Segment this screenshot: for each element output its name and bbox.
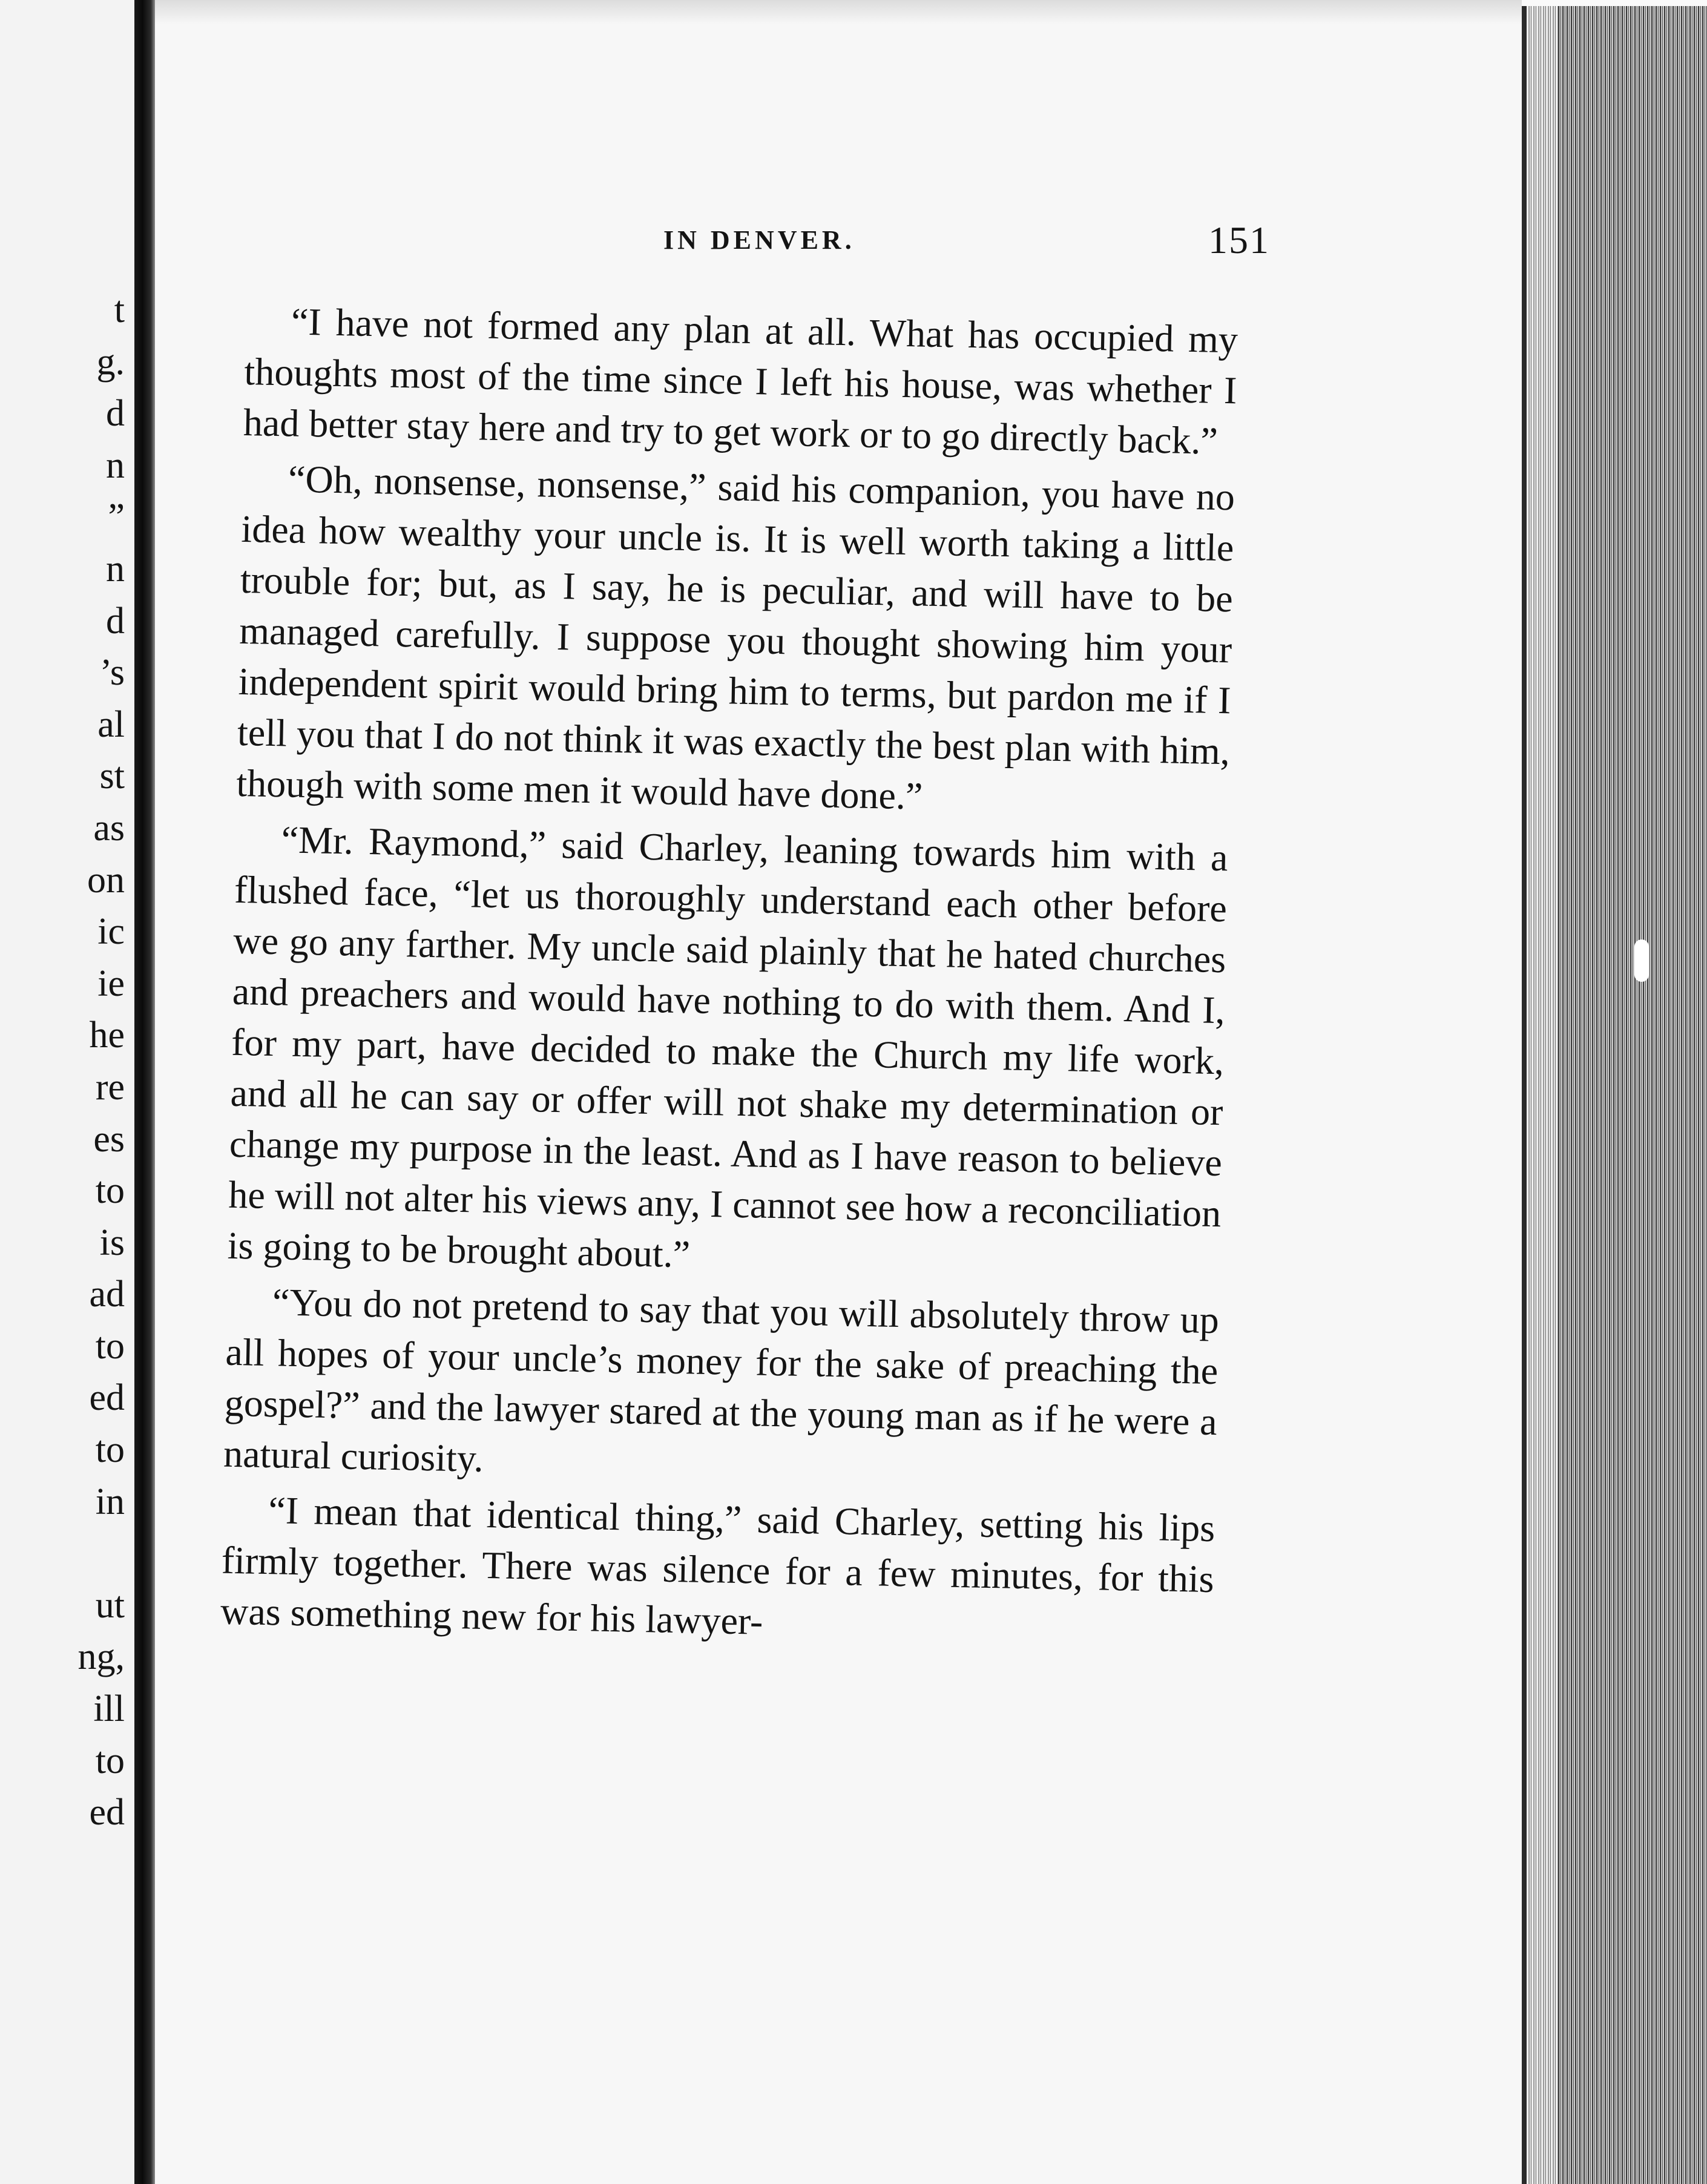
page-151	[155, 0, 1522, 2184]
margin-fragment: ad	[89, 1274, 125, 1315]
margin-fragment: ic	[97, 911, 125, 953]
margin-fragment: he	[89, 1015, 125, 1056]
page-edge-shadow	[1522, 6, 1527, 2184]
margin-fragment: on	[87, 859, 125, 901]
running-head	[155, 219, 1522, 261]
margin-fragment: ed	[89, 1377, 125, 1419]
margin-fragment: d	[106, 600, 125, 642]
margin-fragment: ed	[89, 1792, 125, 1834]
running-title: IN DENVER.	[663, 225, 855, 255]
paragraph: “I have not formed any plan at all. What has occupied my thoughts most of the time since I left his house, was whether I had better stay here and try to get work or to go directly back.”	[243, 300, 1238, 462]
margin-fragment: ie	[97, 962, 125, 1004]
margin-fragment: ”	[108, 496, 125, 538]
margin-fragment: n	[106, 548, 125, 590]
page-edges-block	[1522, 6, 1707, 2184]
margin-fragment: ill	[93, 1688, 125, 1730]
page-edges-inner	[1558, 6, 1707, 2184]
margin-fragment: to	[95, 1740, 125, 1781]
book-gutter-shadow	[134, 0, 155, 2184]
margin-fragment: re	[95, 1066, 125, 1108]
margin-fragment: ’s	[99, 652, 125, 694]
page-number: 151	[1208, 219, 1270, 261]
margin-fragment: as	[93, 807, 125, 849]
margin-fragment: t	[114, 289, 125, 331]
body-text	[220, 295, 1238, 1660]
margin-fragment: es	[93, 1118, 125, 1160]
paragraph: “I mean that identical thing,” said Charley, setting his lips firmly together. There was silence for a few minutes, for this was something new for his lawyer-	[220, 1488, 1215, 1643]
margin-fragment	[0, 1528, 125, 1580]
scan-blemish	[1634, 939, 1649, 982]
margin-fragment: n	[106, 444, 125, 486]
margin-fragment: to	[95, 1170, 125, 1212]
margin-fragment: to	[95, 1325, 125, 1367]
paragraph: “Mr. Raymond,” said Charley, leaning towards him with a flushed face, “let us thoroughly understand each other before we go any farther. My uncle said plainly that he hated churches and preachers and would have nothing to do with them. And I, for my part, have decided to make the Church my life work, and all he can say or offer will not shake my determination or change my purpose in the least. And as I have reason to believe he will not alter his views any, I cannot see how a reconciliation is going to be brought about.”	[227, 818, 1229, 1276]
margin-fragment: ng,	[77, 1636, 125, 1678]
margin-fragment: to	[95, 1429, 125, 1471]
margin-fragment: in	[95, 1481, 125, 1522]
paragraph: “Oh, nonsense, nonsense,” said his companion, you have no idea how wealthy your uncle is. It is well worth taking a little trouble for; but, as I say, he is peculiar, and will have to be managed carefully. I suppose you thought showing him your independent spirit would bring him to terms, but pardon me if I tell you that I do not think it was exactly the best plan with him, though with some men it would have done.”	[235, 457, 1235, 818]
margin-fragment: st	[99, 755, 125, 797]
left-facing-page	[0, 0, 134, 2184]
paragraph: “You do not pretend to say that you will absolutely throw up all hopes of your uncle’s money for the sake of preaching the gospel?” and the lawyer stared at the young man as if he were a natural curiosity.	[223, 1280, 1220, 1480]
margin-fragment: d	[106, 393, 125, 435]
margin-fragment: g.	[96, 341, 125, 383]
left-page-margin-fragments	[0, 285, 125, 1839]
page-top-shadow	[155, 0, 1522, 24]
margin-fragment: ut	[95, 1584, 125, 1626]
margin-fragment: al	[97, 703, 125, 745]
margin-fragment: is	[99, 1222, 125, 1263]
